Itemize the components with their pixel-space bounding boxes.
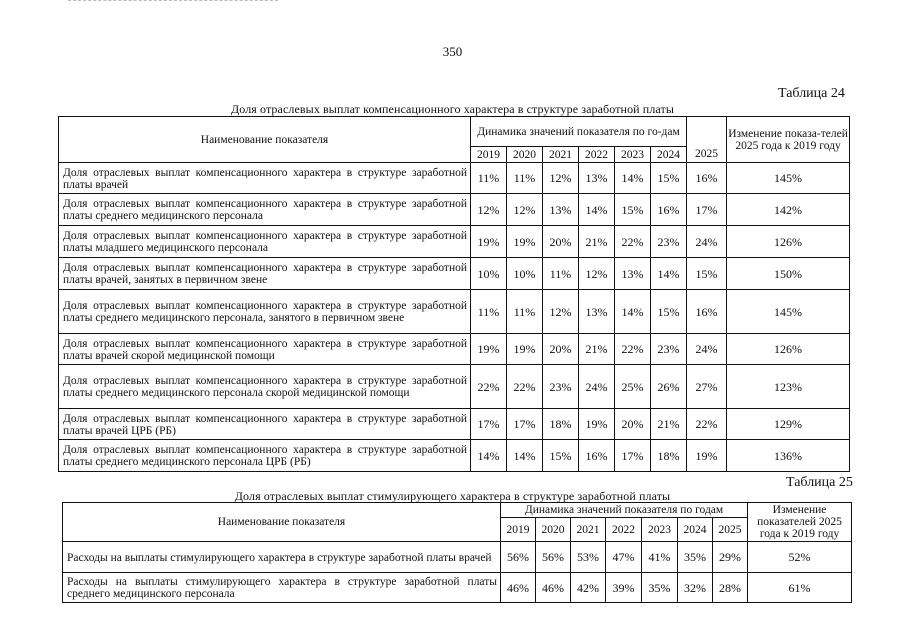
t24-year-2019: 2019 (471, 147, 507, 163)
table24-label: Таблица 24 (778, 86, 845, 101)
t24-cell-value: 25% (615, 365, 651, 409)
t24-cell-value: 20% (615, 409, 651, 440)
t24-row-name: Доля отраслевых выплат компенсационного характера в структуре заработной платы врачей ЦРБ (РБ) (59, 409, 471, 440)
t24-cell-value: 13% (543, 194, 579, 226)
t25-year-2021: 2021 (571, 518, 606, 542)
t25-cell-value: 53% (571, 542, 606, 573)
t25-cell-value: 35% (678, 542, 713, 573)
t24-row-name: Доля отраслевых выплат компенсационного характера в структуре заработной платы среднего медицинского персонала ЦРБ (РБ) (59, 440, 471, 472)
t24-cell-value: 24% (687, 226, 727, 258)
t24-row (59, 365, 850, 409)
t25-year-2020: 2020 (536, 518, 571, 542)
t24-cell-value: 11% (543, 258, 579, 290)
t24-cell-value: 16% (687, 163, 727, 194)
t24-row (59, 163, 850, 194)
t24-cell-value: 21% (651, 409, 687, 440)
t24-cell-value: 14% (579, 194, 615, 226)
t25-header-dynamics: Динамика значений показателя по годам (501, 503, 748, 518)
table25-title: Доля отраслевых выплат стимулирующего характера в структуре заработной платы (234, 489, 671, 503)
t24-cell-value: 12% (543, 163, 579, 194)
t24-cell-value: 22% (615, 334, 651, 365)
t24-cell-change: 123% (727, 365, 850, 409)
t24-year-2024: 2024 (651, 147, 687, 163)
t24-row-name: Доля отраслевых выплат компенсационного характера в структуре заработной платы среднего медицинского персонала, занятого в первичном звене (59, 290, 471, 334)
t24-row (59, 194, 850, 226)
t24-cell-value: 23% (651, 334, 687, 365)
t24-cell-value: 10% (507, 258, 543, 290)
t25-year-2022: 2022 (606, 518, 642, 542)
t24-cell-value: 19% (471, 226, 507, 258)
t24-row-name: Доля отраслевых выплат компенсационного характера в структуре заработной платы врачей скорой медицинской помощи (59, 334, 471, 365)
t24-row (59, 440, 850, 472)
t24-row (59, 409, 850, 440)
t24-cell-value: 11% (507, 290, 543, 334)
t25-year-2024: 2024 (678, 518, 713, 542)
t24-cell-value: 22% (687, 409, 727, 440)
t24-cell-value: 22% (471, 365, 507, 409)
t24-cell-value: 11% (471, 163, 507, 194)
t24-row (59, 334, 850, 365)
t24-cell-value: 17% (687, 194, 727, 226)
t25-cell-value: 35% (642, 573, 678, 603)
t24-header-2025-top (687, 117, 727, 147)
t24-row-name: Доля отраслевых выплат компенсационного характера в структуре заработной платы врачей, занятых в первичном звене (59, 258, 471, 290)
t24-cell-value: 27% (687, 365, 727, 409)
t24-cell-value: 14% (471, 440, 507, 472)
t24-cell-change: 145% (727, 163, 850, 194)
t25-cell-value: 46% (501, 573, 536, 603)
t24-cell-value: 20% (543, 334, 579, 365)
t25-cell-value: 41% (642, 542, 678, 573)
t25-header-name: Наименование показателя (63, 503, 501, 542)
t24-cell-value: 16% (687, 290, 727, 334)
t25-row-name: Расходы на выплаты стимулирующего характера в структуре заработной платы среднего медицинского персонала (63, 573, 501, 603)
t24-row-name: Доля отраслевых выплат компенсационного характера в структуре заработной платы младшего медицинского персонала (59, 226, 471, 258)
t24-cell-value: 13% (615, 258, 651, 290)
t24-row-name: Доля отраслевых выплат компенсационного характера в структуре заработной платы среднего медицинского персонала скорой медицинской помощи (59, 365, 471, 409)
scan-top-rule (68, 0, 278, 3)
t25-cell-value: 47% (606, 542, 642, 573)
t25-year-2025: 2025 (713, 518, 748, 542)
t25-cell-value: 28% (713, 573, 748, 603)
t24-cell-value: 24% (579, 365, 615, 409)
t24-cell-value: 11% (471, 290, 507, 334)
t25-cell-value: 56% (501, 542, 536, 573)
t24-cell-value: 12% (471, 194, 507, 226)
t24-cell-value: 20% (543, 226, 579, 258)
t24-cell-value: 10% (471, 258, 507, 290)
t25-cell-change: 52% (748, 542, 852, 573)
t24-cell-change: 150% (727, 258, 850, 290)
t24-header-change: Изменение показа-телей 2025 года к 2019 году (727, 117, 850, 163)
t25-year-2019: 2019 (501, 518, 536, 542)
page-number: 350 (442, 44, 463, 59)
t24-cell-value: 21% (579, 226, 615, 258)
t25-row-name: Расходы на выплаты стимулирующего характера в структуре заработной платы врачей (63, 542, 501, 573)
t24-header-dynamics: Динамика значений показателя по го-дам (471, 117, 687, 147)
t24-cell-change: 126% (727, 334, 850, 365)
t24-row (59, 226, 850, 258)
t24-cell-value: 24% (687, 334, 727, 365)
table25-label: Таблица 25 (786, 475, 853, 490)
t24-cell-value: 15% (543, 440, 579, 472)
t24-cell-value: 13% (579, 163, 615, 194)
t24-header-name: Наименование показателя (59, 117, 471, 163)
t25-cell-value: 29% (713, 542, 748, 573)
t24-cell-change: 126% (727, 226, 850, 258)
t24-cell-value: 23% (543, 365, 579, 409)
t24-cell-value: 12% (507, 194, 543, 226)
t24-year-2021: 2021 (543, 147, 579, 163)
t24-cell-value: 26% (651, 365, 687, 409)
t24-cell-value: 16% (579, 440, 615, 472)
t24-cell-value: 23% (651, 226, 687, 258)
t24-cell-value: 14% (651, 258, 687, 290)
t24-cell-change: 142% (727, 194, 850, 226)
t24-cell-value: 19% (579, 409, 615, 440)
t25-cell-value: 39% (606, 573, 642, 603)
t24-cell-value: 21% (579, 334, 615, 365)
t24-row (59, 258, 850, 290)
t24-cell-value: 15% (687, 258, 727, 290)
t25-cell-value: 42% (571, 573, 606, 603)
t24-cell-change: 129% (727, 409, 850, 440)
t24-year-2020: 2020 (507, 147, 543, 163)
t24-cell-value: 14% (615, 163, 651, 194)
t24-cell-change: 136% (727, 440, 850, 472)
t24-cell-value: 22% (507, 365, 543, 409)
t25-cell-value: 56% (536, 542, 571, 573)
t24-cell-value: 22% (615, 226, 651, 258)
t24-cell-value: 15% (651, 163, 687, 194)
t25-cell-change: 61% (748, 573, 852, 603)
t24-cell-value: 17% (507, 409, 543, 440)
t24-cell-value: 11% (507, 163, 543, 194)
t24-year-2025: 2025 (687, 147, 727, 163)
t25-row (63, 573, 852, 603)
t24-cell-value: 15% (651, 290, 687, 334)
t24-cell-value: 14% (507, 440, 543, 472)
table24-title: Доля отраслевых выплат компенсационного характера в структуре заработной платы (230, 102, 675, 116)
t24-cell-value: 15% (615, 194, 651, 226)
t25-cell-value: 32% (678, 573, 713, 603)
t24-cell-value: 19% (687, 440, 727, 472)
t24-cell-value: 18% (543, 409, 579, 440)
t24-cell-value: 12% (579, 258, 615, 290)
t24-cell-value: 17% (471, 409, 507, 440)
t24-cell-value: 12% (543, 290, 579, 334)
t24-cell-value: 13% (579, 290, 615, 334)
t24-cell-change: 145% (727, 290, 850, 334)
t25-cell-value: 46% (536, 573, 571, 603)
table24 (58, 116, 850, 472)
t24-cell-value: 16% (651, 194, 687, 226)
t24-cell-value: 19% (507, 334, 543, 365)
t24-row-name: Доля отраслевых выплат компенсационного характера в структуре заработной платы среднего медицинского персонала (59, 194, 471, 226)
t24-year-2023: 2023 (615, 147, 651, 163)
t24-row (59, 290, 850, 334)
table25 (62, 502, 852, 603)
t25-row (63, 542, 852, 573)
t24-cell-value: 14% (615, 290, 651, 334)
t24-cell-value: 18% (651, 440, 687, 472)
t24-cell-value: 17% (615, 440, 651, 472)
t25-header-change: Изменение показателей 2025 года к 2019 году (748, 503, 852, 542)
t24-year-2022: 2022 (579, 147, 615, 163)
t24-cell-value: 19% (471, 334, 507, 365)
t25-year-2023: 2023 (642, 518, 678, 542)
t24-row-name: Доля отраслевых выплат компенсационного характера в структуре заработной платы врачей (59, 163, 471, 194)
t24-cell-value: 19% (507, 226, 543, 258)
